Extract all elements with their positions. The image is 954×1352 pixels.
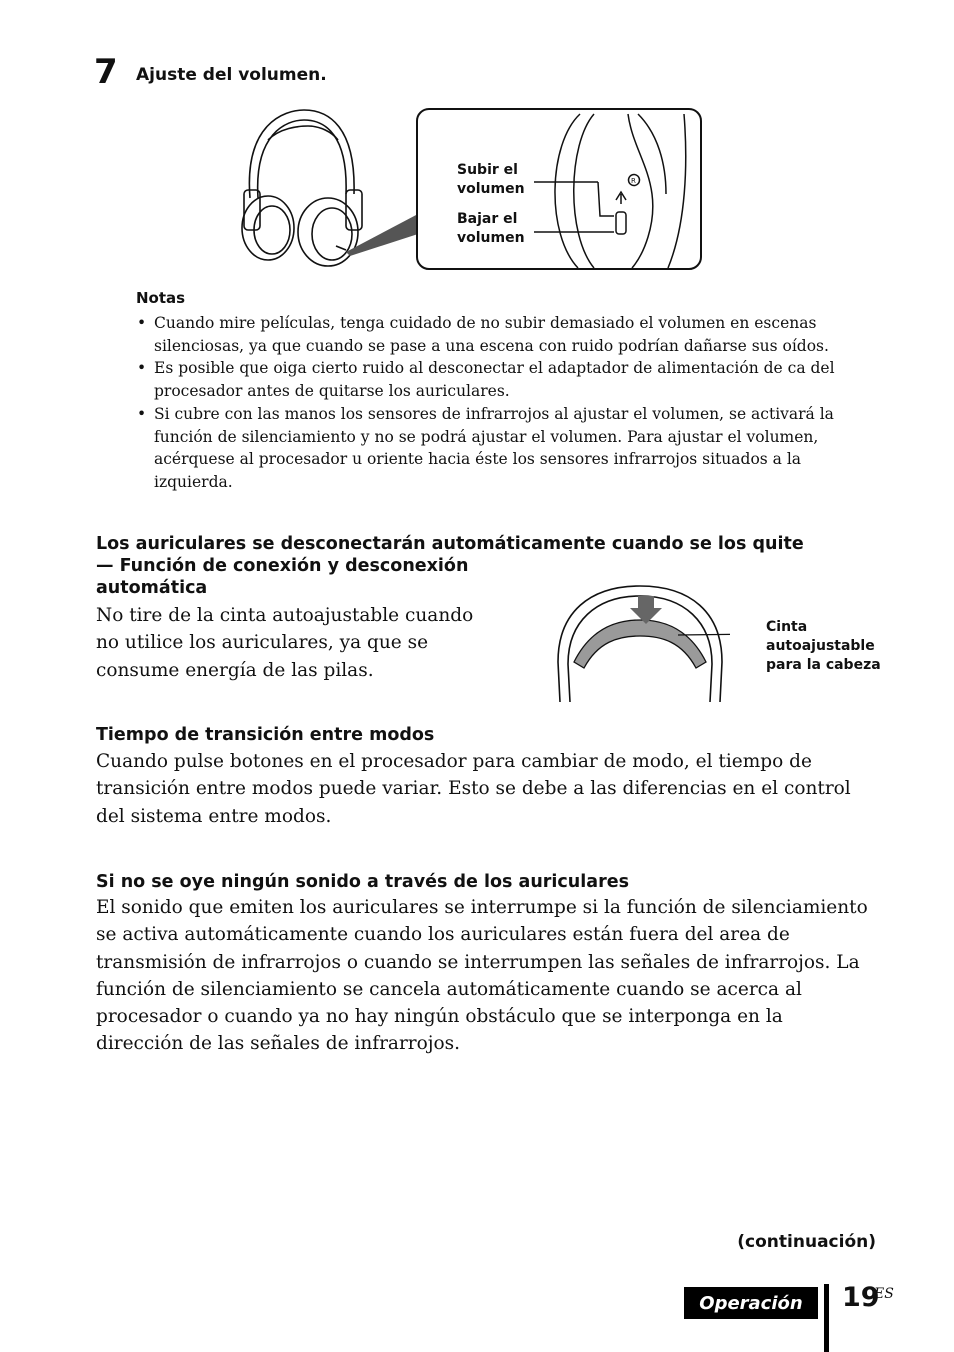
section-body: El sonido que emiten los auriculares se interrumpe si la función de silenciamiento se activa automáticamente cuando los auriculares están fuera del area de transmisión de infrarrojos o cuando se interrumpen las señales de infrarrojos. La función de silenciamiento se cancela automáticamente cuando se acerca al procesador o cuando ya no hay ningún obstáculo que se interponga en la dirección de las señales de infrarrojos.	[96, 897, 868, 1055]
step-title: Ajuste del volumen.	[136, 65, 327, 85]
heading-line: automática	[96, 578, 208, 598]
note-item: • Cuando mire películas, tenga cuidado de no subir demasiado el volumen en escenas silenciosas, ya que cuando se pase a una escena con ruido podrían dañarse sus oídos.	[134, 312, 846, 357]
page-divider	[824, 1284, 829, 1352]
page-number: 19	[842, 1282, 880, 1313]
notes-title: Notas	[136, 289, 186, 307]
page-language-suffix: ES	[874, 1286, 894, 1302]
section-heading: Tiempo de transición entre modos	[96, 725, 435, 745]
svg-text:R: R	[631, 177, 636, 185]
notes-list	[134, 312, 846, 494]
section-tab: Operación	[684, 1287, 818, 1319]
step-number: 7	[94, 52, 118, 92]
section-heading: Si no se oye ningún sonido a través de los auriculares	[96, 872, 629, 892]
note-item: • Es posible que oiga cierto ruido al desconectar el adaptador de alimentación de ca del procesador antes de quitarse los auriculares.	[134, 357, 846, 402]
continued-label: (continuación)	[737, 1232, 876, 1252]
heading-line: Los auriculares se desconectarán automáticamente cuando se los quite	[96, 534, 804, 554]
heading-line: — Función de conexión y desconexión	[96, 556, 469, 576]
headband-illustration	[550, 582, 730, 704]
section-body: Cuando pulse botones en el procesador para cambiar de modo, el tiempo de transición entre modos puede variar. Esto se debe a las diferencias en el control del sistema entre modos.	[96, 751, 851, 827]
volume-down-label: Bajar el volumen	[457, 211, 525, 246]
note-item: • Si cubre con las manos los sensores de infrarrojos al ajustar el volumen, se activará la función de silenciamiento y no se podrá ajustar el volumen. Para ajustar el volumen, acérquese al procesador u oriente hacia éste los sensores infrarrojos situados a la izquierda.	[134, 403, 846, 494]
headband-label: Cinta autoajustable para la cabeza	[766, 619, 881, 673]
volume-up-label: Subir el volumen	[457, 162, 525, 197]
section-body: No tire de la cinta autoajustable cuando no utilice los auriculares, ya que se consume energía de las pilas.	[96, 605, 474, 681]
